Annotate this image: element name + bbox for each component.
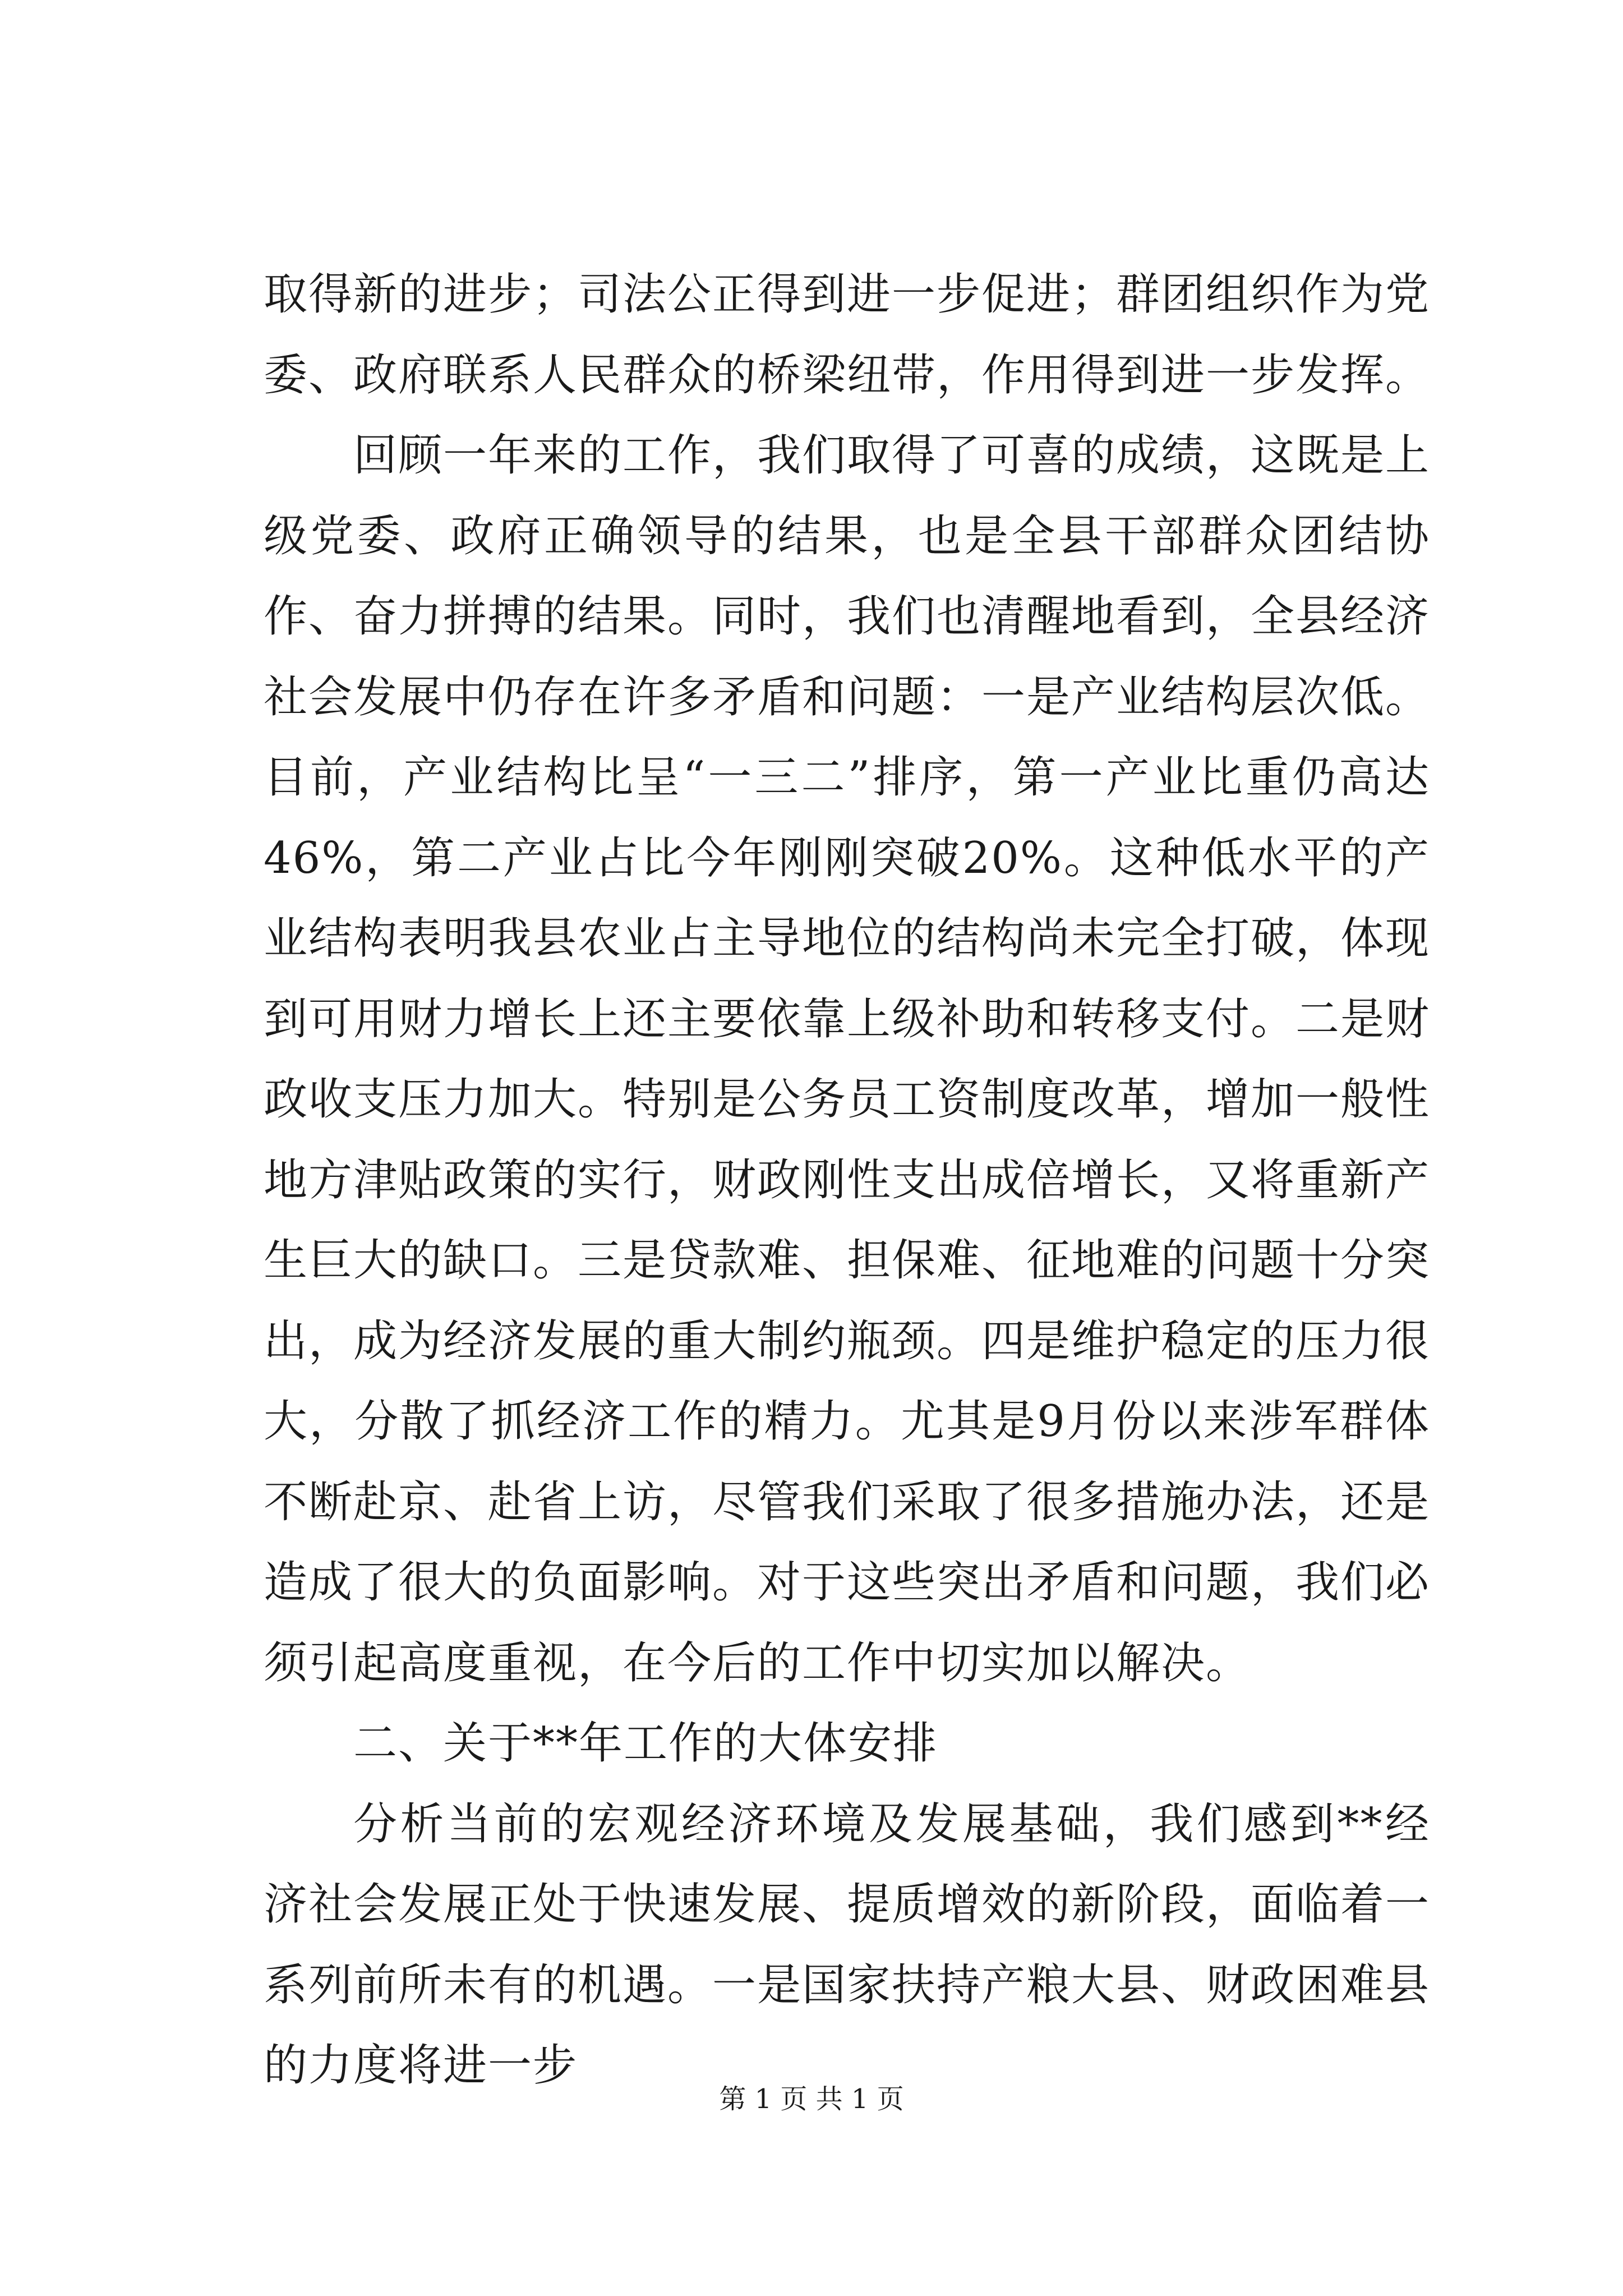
page-footer: 第 1 页 共 1 页: [719, 2083, 904, 2115]
section-heading: 二、关于**年工作的大体安排: [353, 1718, 938, 1769]
paragraph-analysis: 分析当前的宏观经济环境及发展基础，我们感到**经济社会发展正处于快速发展、提质增效的新阶段，面临着一系列前所未有的机遇。一是国家扶持产粮大县、财政困难县的力度将进一步: [264, 1798, 1431, 2091]
document-body: [264, 255, 1430, 2106]
paragraph-review: 回顾一年来的工作，我们取得了可喜的成绩，这既是上级党委、政府正确领导的结果，也是全县干部群众团结协作、奋力拼搏的结果。同时，我们也清醒地看到，全县经济社会发展中仍存在许多矛盾和问题：一是产业结构层次低。目前，产业结构比呈“一三二”排序，第一产业比重仍高达46%，第二产业占比今年刚刚突破20%。这种低水平的产业结构表明我县农业占主导地位的结构尚未完全打破，体现到可用财力增长上还主要依靠上级补助和转移支付。二是财政收支压力加大。特别是公务员工资制度改革，增加一般性地方津贴政策的实行，财政刚性支出成倍增长，又将重新产生巨大的缺口。三是贷款难、担保难、征地难的问题十分突出，成为经济发展的重大制约瓶颈。四是维护稳定的压力很大，分散了抓经济工作的精力。尤其是9月份以来涉军群体不断赴京、赴省上访，尽管我们采取了很多措施办法，还是造成了很大的负面影响。对于这些突出矛盾和问题，我们必须引起高度重视，在今后的工作中切实加以解决。: [264, 430, 1431, 1688]
paragraph-continuation: 取得新的进步；司法公正得到进一步促进；群团组织作为党委、政府联系人民群众的桥梁纽带，作用得到进一步发挥。: [264, 269, 1431, 401]
